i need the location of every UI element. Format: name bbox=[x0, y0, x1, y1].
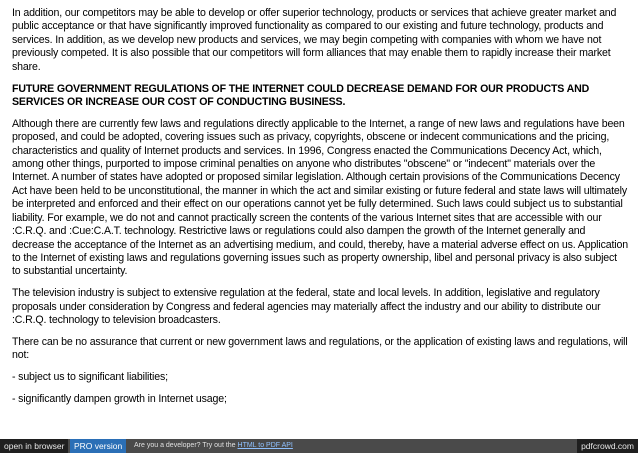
section-heading: FUTURE GOVERNMENT REGULATIONS OF THE INTERNET COULD DECREASE DEMAND FOR OUR PRODUCTS AND SERVICES OR INCREASE OUR COST OF CONDUCTING BUSINESS. bbox=[12, 82, 590, 108]
promo-text bbox=[134, 439, 293, 453]
paragraph-competitors: In addition, our competitors may be able to develop or offer superior technology, products or services that achieve greater market and public acceptance or that have significantly improved functionality as compared to our existing and future technology, products and services. In addition, as we develop new products and services, we may begin competing with companies with whom we have not previously competed. It is also possible that our competitors will form alliances that may enable them to rapidly increase their market share. bbox=[12, 7, 617, 73]
list-item: - subject us to significant liabilities; bbox=[12, 371, 168, 384]
paragraph-assurance: There can be no assurance that current or new government laws and regulations, or the application of existing laws and regulations, will not: bbox=[12, 335, 628, 362]
promo-label: Are you a developer? Try out the bbox=[134, 442, 236, 449]
document-body bbox=[12, 7, 628, 415]
pro-version-button[interactable]: PRO version bbox=[70, 439, 126, 453]
pdfcrowd-brand-link[interactable]: pdfcrowd.com bbox=[577, 439, 638, 453]
html-to-pdf-api-link[interactable]: HTML to PDF API bbox=[237, 442, 293, 449]
list-item: - significantly dampen growth in Internet usage; bbox=[12, 393, 227, 406]
open-in-browser-button[interactable]: open in browser bbox=[0, 439, 68, 453]
paragraph-laws: Although there are currently few laws and regulations directly applicable to the Internet, a range of new laws and regulations have been proposed, and could be adopted, covering issues such as privacy, copyrights, obscene or indecent communications and the pricing, characteristics and quality of Internet products and services. In 1996, Congress enacted the Communications Decency Act, which, among other things, purported to impose criminal penalties on anyone who distributes "obscene" or "indecent" materials over the Internet. A number of states have adopted or proposed similar legislation. Although certain provisions of the Communications Decency Act have been held to be unconstitutional, the manner in which the act and similar existing or future federal and state laws will ultimately be interpreted and enforced and their effect on our operations cannot yet be fully determined. Such laws could subject us to substantial liability. For example, we do not and cannot practically screen the contents of the various Internet sites that are accessible with our :C.R.Q. and :Cue:C.A.T. technology. Restrictive laws or regulations could also dampen the growth of the Internet generally and decrease the acceptance of the Internet as an advertising medium, and could, thereby, have a material adverse effect on us. Application to the Internet of existing laws and regulations governing issues such as property ownership, libel and personal privacy is also subject to substantial uncertainty. bbox=[12, 117, 628, 278]
paragraph-television: The television industry is subject to extensive regulation at the federal, state and local levels. In addition, legislative and regulatory proposals under consideration by Congress and federal agencies may materially affect the industry and our ability to distribute our :C.R.Q. technology to television broadcasters. bbox=[12, 287, 601, 327]
pdfcrowd-footer-bar bbox=[0, 439, 638, 453]
